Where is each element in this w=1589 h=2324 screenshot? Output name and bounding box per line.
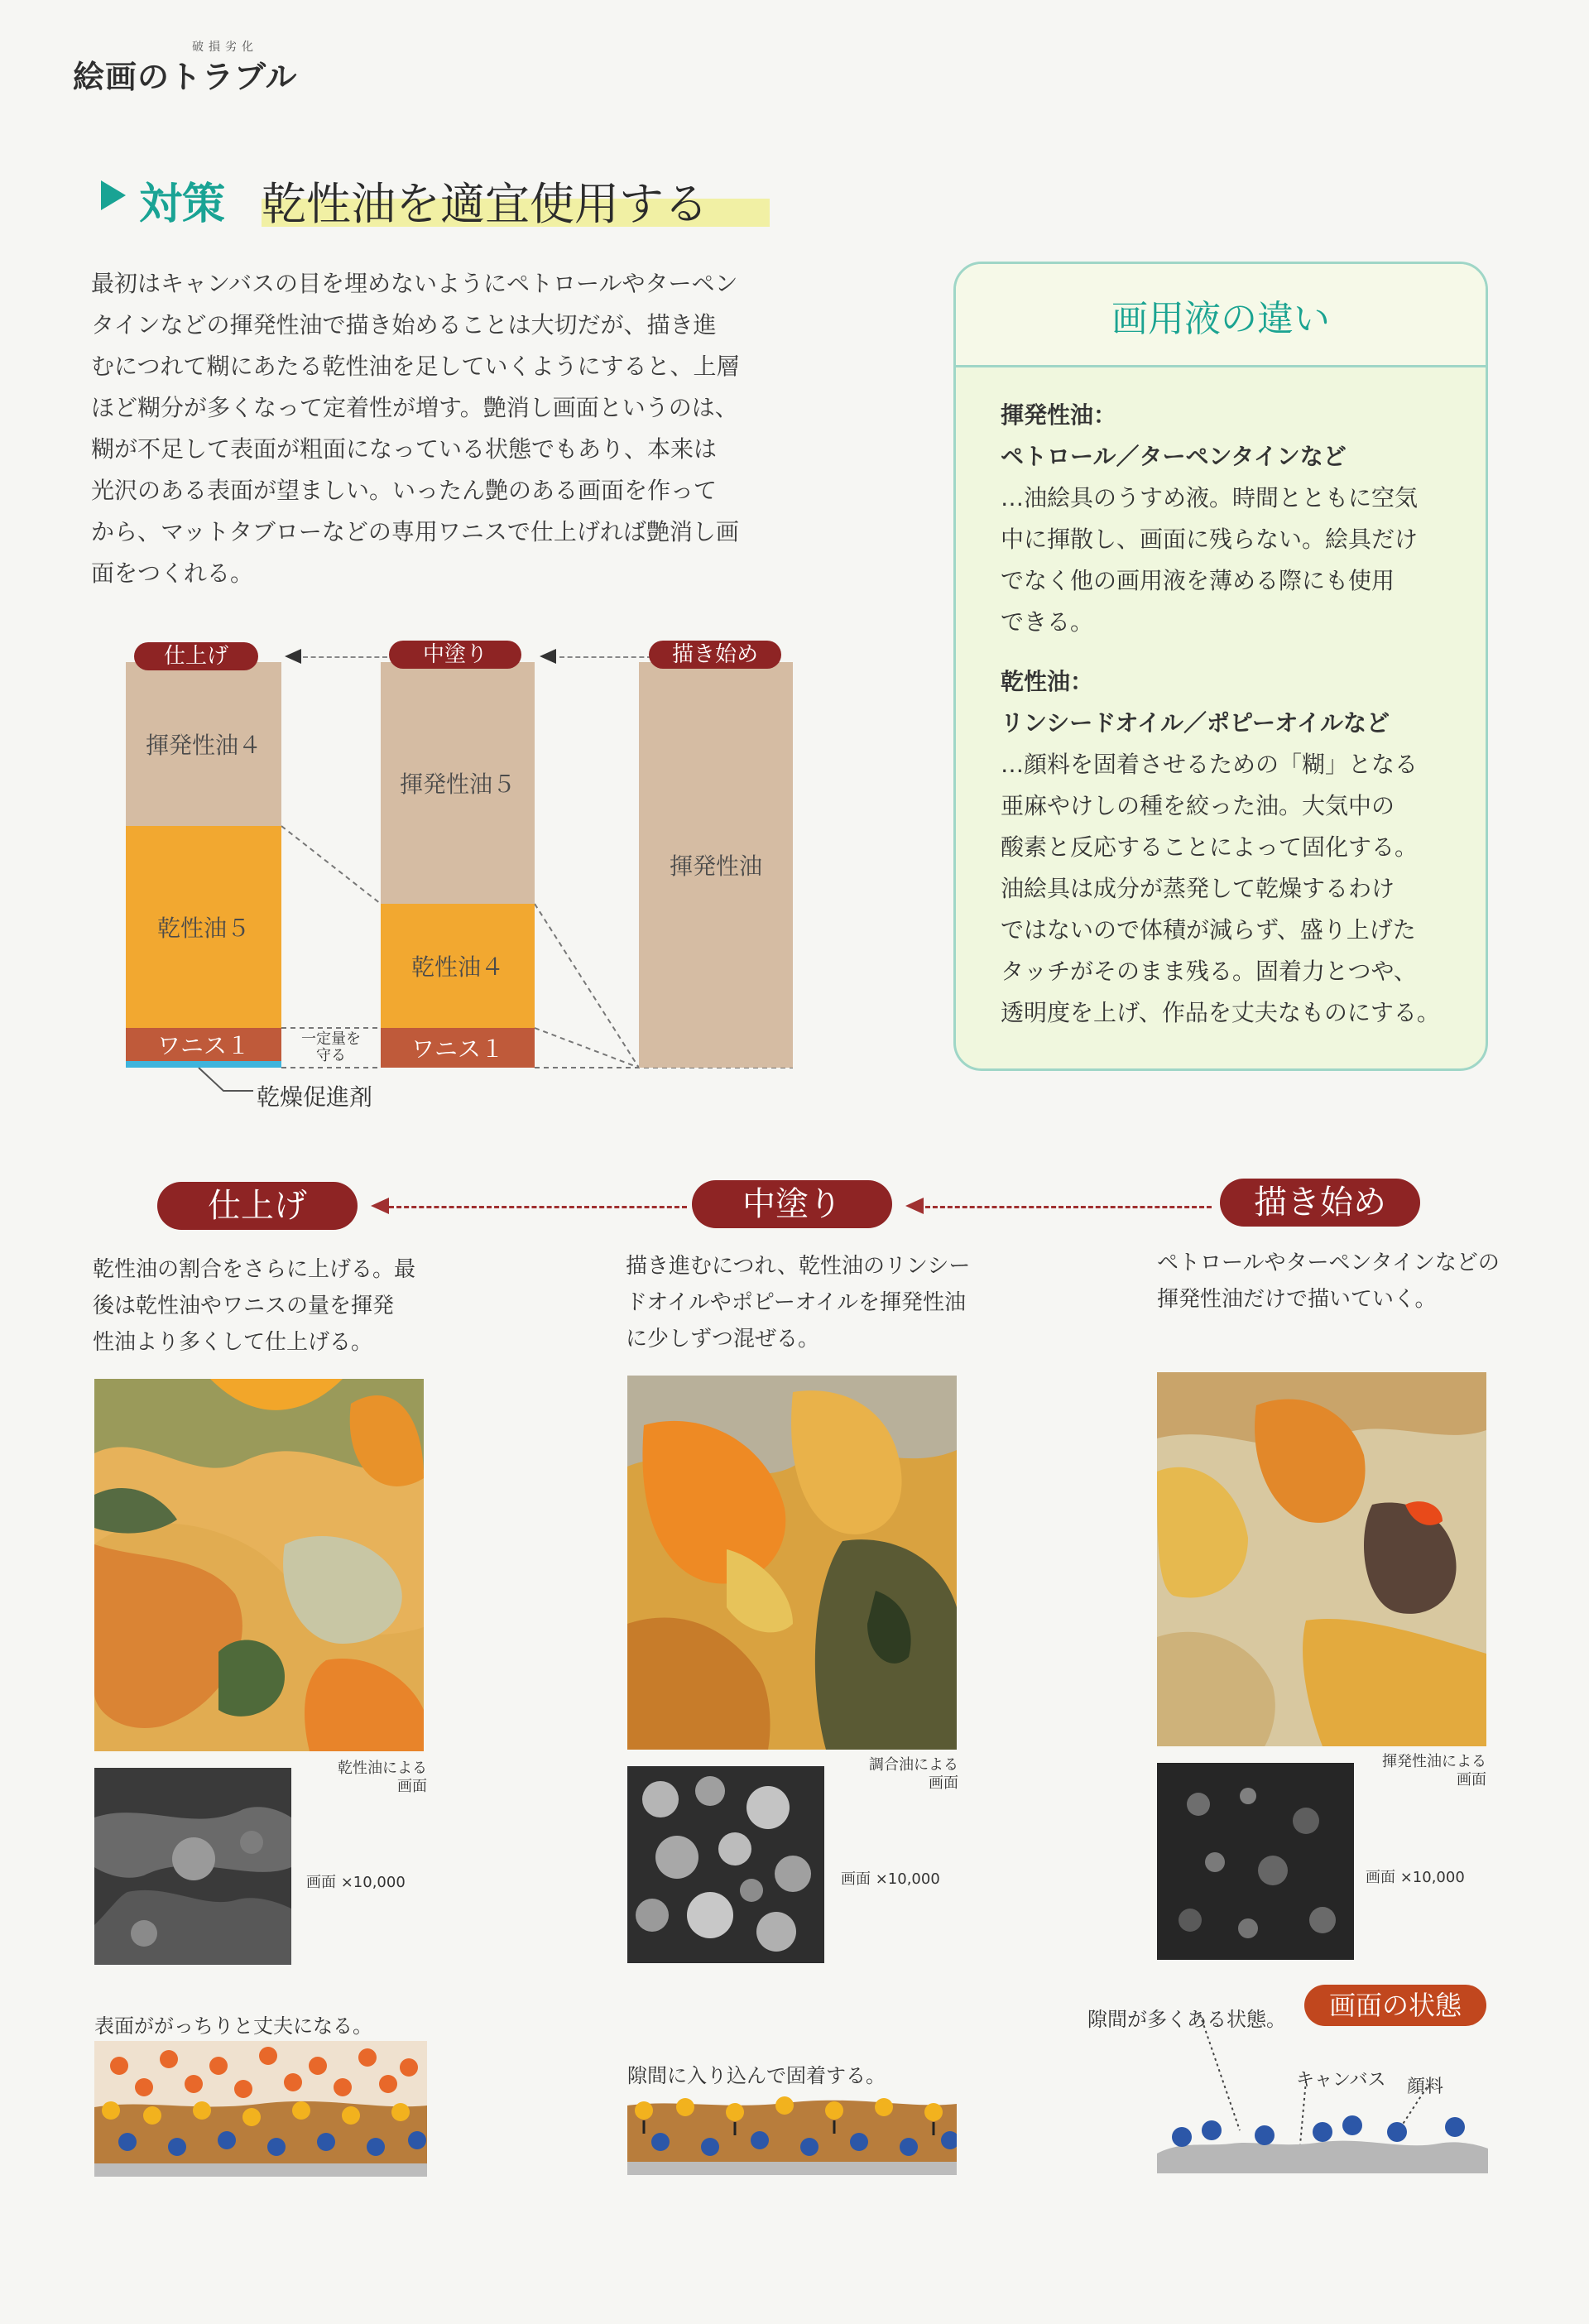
drying-line: タッチがそのまま残る。固着力とつや、 <box>1001 958 1417 985</box>
col1-volatile: 揮発性油４ <box>126 662 281 826</box>
micrograph-start <box>1157 1763 1354 1960</box>
desc-line: 性油より多くして仕上げる。 <box>93 1330 373 1355</box>
canvas-label: キャンバス <box>1296 2070 1386 2091</box>
drier-label: 乾燥促進剤 <box>257 1083 373 1111</box>
col3-volatile: 揮発性油 <box>639 662 793 1068</box>
stage-label-finish: 仕上げ <box>157 1182 358 1230</box>
surface-diagram-middle <box>627 2089 957 2175</box>
drying-line: 油絵具は成分が蒸発して乾燥するわけ <box>1001 875 1395 902</box>
volatile-heading-sub: ペトロール／ターペンタインなど <box>1001 443 1347 470</box>
drying-heading: 乾性油： <box>1001 668 1094 695</box>
volatile-line: できる。 <box>1001 608 1094 636</box>
magnification-finish: 画面 ×10,000 <box>306 1874 406 1891</box>
surface-diagram-finish <box>94 2041 427 2177</box>
desc-line: ペトロールやターペンタインなどの <box>1157 1251 1500 1275</box>
stage-arrow-line <box>925 1206 1212 1208</box>
desc-line: 揮発性油だけで描いていく。 <box>1157 1287 1437 1312</box>
intro-line: 糊が不足して表面が粗面になっている状態でもあり、本来は <box>91 435 718 463</box>
gap-note-line: 一定量を <box>301 1030 361 1048</box>
arrow-left-icon <box>905 1198 924 1214</box>
volatile-heading: 揮発性油： <box>1001 401 1117 429</box>
desc-line: 後は乾性油やワニスの量を揮発 <box>93 1294 395 1318</box>
drying-line: 透明度を上げ、作品を丈夫なものにする。 <box>1001 999 1440 1026</box>
micro-label-line: 画面 <box>397 1778 427 1795</box>
intro-line: 面をつくれる。 <box>91 559 254 587</box>
arrow-left-icon <box>371 1198 389 1214</box>
arrow-line <box>559 656 652 658</box>
drying-heading-sub: リンシードオイル／ポピーオイルなど <box>1001 709 1390 737</box>
micrograph-middle <box>627 1766 824 1963</box>
gap-note <box>285 1031 377 1064</box>
section-label: 対策 <box>139 180 226 229</box>
col1-drier <box>126 1061 281 1068</box>
surface-state-pill: 画面の状態 <box>1304 1985 1486 2026</box>
gap-note-line: 守る <box>316 1047 346 1064</box>
arrow-line <box>303 656 387 658</box>
col1-drying: 乾性油５ <box>126 826 281 1028</box>
header-title: 絵画のトラブル <box>73 58 298 95</box>
pigment-label: 顔料 <box>1407 2077 1444 2097</box>
stage-desc-start <box>1157 1245 1521 1318</box>
stage-label-middle: 中塗り <box>692 1180 892 1228</box>
composition-diagram <box>0 0 1589 1159</box>
magnification-middle: 画面 ×10,000 <box>841 1870 940 1888</box>
intro-line: 最初はキャンバスの目を埋めないようにペトロールやターペン <box>91 270 738 297</box>
magnification-start: 画面 ×10,000 <box>1366 1869 1465 1886</box>
micro-label-line: 乾性油による <box>338 1760 427 1777</box>
micro-label-finish <box>291 1760 427 1796</box>
intro-line: むにつれて糊にあたる乾性油を足していくようにすると、上層 <box>91 353 740 380</box>
stage-desc-middle <box>626 1248 990 1357</box>
col2-drying: 乾性油４ <box>381 904 535 1028</box>
arrow-left-icon <box>285 649 301 664</box>
desc-line: ドオイルやポピーオイルを揮発性油 <box>626 1290 967 1315</box>
painting-photo-start <box>1157 1372 1486 1746</box>
surface-caption-start: 隙間が多くある状態。 <box>1087 2008 1286 2031</box>
micro-label-line: 画面 <box>1457 1771 1486 1789</box>
drying-line: 酸素と反応することによって固化する。 <box>1001 833 1419 861</box>
drying-line: ではないので体積が減らず、盛り上げた <box>1001 916 1416 944</box>
box-title: 画用液の違い <box>1111 298 1330 340</box>
intro-line: 光沢のある表面が望ましい。いったん艶のある画面を作って <box>91 477 718 504</box>
intro-line: から、マットタブローなどの専用ワニスで仕上げれば艶消し画 <box>91 518 739 545</box>
stage-arrow-line <box>389 1206 687 1208</box>
stage-pill-middle: 中塗り <box>389 641 521 669</box>
micrograph-finish <box>94 1768 291 1965</box>
drying-line: …顔料を固着させるための「糊」となる <box>1001 751 1419 778</box>
surface-diagram-start <box>1157 1978 1488 2173</box>
arrow-left-icon <box>540 649 556 664</box>
drying-line: 亜麻やけしの種を絞った油。大気中の <box>1001 792 1395 819</box>
col1-varnish: ワニス１ <box>126 1028 281 1061</box>
stage-desc-finish <box>93 1251 440 1361</box>
desc-line: に少しずつ混ぜる。 <box>626 1327 820 1352</box>
intro-line: ほど糊分が多くなって定着性が増す。艶消し画面というのは、 <box>91 394 738 421</box>
micro-label-line: 揮発性油による <box>1382 1753 1486 1770</box>
micro-label-start <box>1354 1753 1486 1789</box>
desc-line: 描き進むにつれ、乾性油のリンシー <box>626 1254 971 1279</box>
col2-varnish: ワニス１ <box>381 1028 535 1068</box>
volatile-line: …油絵具のうすめ液。時間とともに空気 <box>1001 484 1419 511</box>
micro-label-line: 調合油による <box>869 1756 958 1774</box>
volatile-line: 中に揮散し、画面に残らない。絵具だけ <box>1001 526 1419 553</box>
stage-pill-finish: 仕上げ <box>134 642 258 670</box>
painting-photo-middle <box>627 1376 957 1750</box>
micro-label-line: 画面 <box>929 1774 958 1792</box>
stage-label-start: 描き始め <box>1220 1179 1420 1227</box>
header-ruby: 破損劣化 <box>192 41 258 54</box>
col2-volatile: 揮発性油５ <box>381 662 535 904</box>
section-title: 乾性油を適宜使用する <box>262 178 708 230</box>
volatile-line: でなく他の画用液を薄める際にも使用 <box>1001 567 1395 594</box>
painting-photo-finish <box>94 1379 424 1751</box>
surface-caption-finish: 表面ががっちりと丈夫になる。 <box>94 2014 372 2038</box>
intro-line: タインなどの揮発性油で描き始めることは大切だが、描き進 <box>91 311 717 339</box>
stage-pill-start: 描き始め <box>649 641 781 669</box>
surface-caption-middle: 隙間に入り込んで固着する。 <box>627 2064 886 2087</box>
micro-label-middle <box>824 1756 958 1793</box>
desc-line: 乾性油の割合をさらに上げる。最 <box>93 1257 416 1282</box>
